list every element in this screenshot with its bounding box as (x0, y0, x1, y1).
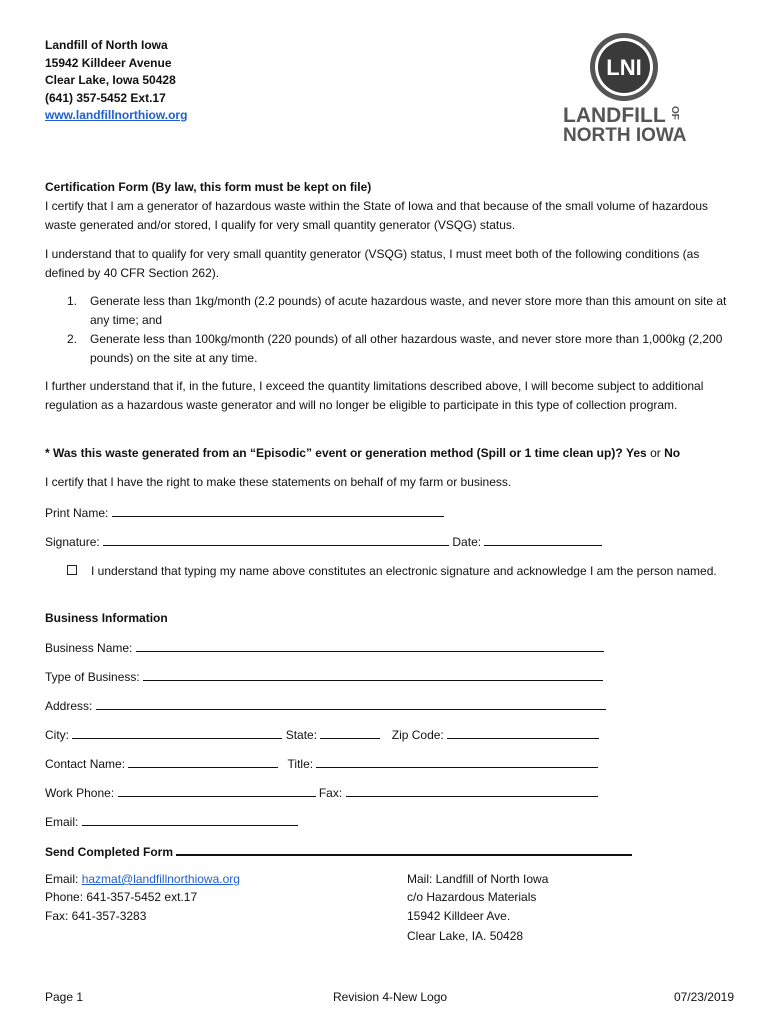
episodic-no-option[interactable]: No (664, 446, 681, 460)
mail-line-2: c/o Hazardous Materials (407, 890, 537, 904)
print-name-label: Print Name: (45, 506, 109, 520)
fax-label: Fax: (318, 786, 343, 800)
footer-date: 07/23/2019 (673, 990, 734, 1004)
website-link[interactable]: www.landfillnorthiow.org (45, 108, 188, 122)
esign-text: I understand that typing my name above constitutes an electronic signature and acknowledge I am the person named. (91, 564, 717, 578)
episodic-yes-option[interactable]: Yes (626, 446, 647, 460)
title-field[interactable] (316, 756, 598, 768)
work-phone-field[interactable] (118, 785, 316, 797)
landfill-logo (560, 32, 690, 146)
phone-fax-row (45, 785, 598, 800)
org-phone: (641) 357-5452 Ext.17 (45, 91, 166, 105)
org-city-state: Clear Lake, Iowa 50428 (45, 73, 176, 87)
send-email-row (45, 872, 240, 886)
work-phone-label: Work Phone: (45, 786, 115, 800)
right-statement: I certify that I have the right to make these statements on behalf of my farm or business. (45, 475, 512, 489)
footer-page-number: Page 1 (45, 990, 84, 1004)
business-type-row (45, 669, 603, 684)
print-name-row (45, 505, 444, 520)
condition-text: Generate less than 1kg/month (2.2 pounds) of acute hazardous waste, and never store more than this amount on site at any time; and (90, 294, 727, 327)
signature-field[interactable] (103, 534, 449, 546)
condition-number: 1. (67, 294, 78, 308)
city-field[interactable] (72, 727, 282, 739)
send-phone: Phone: 641-357-5452 ext.17 (45, 890, 198, 904)
date-label: Date: (452, 535, 482, 549)
city-state-zip-row (45, 727, 599, 742)
send-fax: Fax: 641-357-3283 (45, 909, 147, 923)
contact-title-row (45, 756, 598, 771)
send-form-heading: Send Completed Form (45, 845, 174, 859)
mail-line-4: Clear Lake, IA. 50428 (407, 929, 524, 943)
address-row (45, 698, 606, 713)
business-name-field[interactable] (136, 640, 604, 652)
zip-field[interactable] (447, 727, 599, 739)
further-understanding-text: I further understand that if, in the future, I exceed the quantity limitations described above, I will become subject to additional regulation as a hazardous waste generator and will no longer be eligible to participate in this type of collection program. (45, 379, 704, 412)
title-label: Title: (287, 757, 314, 771)
logo-line1: LANDFILL (563, 104, 666, 127)
state-field[interactable] (320, 727, 380, 739)
fax-field[interactable] (346, 785, 598, 797)
certification-heading: Certification Form (By law, this form must be kept on file) (45, 180, 372, 194)
state-label: State: (285, 728, 318, 742)
episodic-or: or (650, 446, 661, 460)
email-row (45, 814, 298, 829)
email-label: Email: (45, 815, 79, 829)
date-field[interactable] (484, 534, 602, 546)
vsqg-conditions-text: I understand that to qualify for very small quantity generator (VSQG) status, I must meet both of the following conditions (as defined by 40 CFR Section 262). (45, 247, 700, 280)
mail-line-1: Mail: Landfill of North Iowa (407, 872, 549, 886)
print-name-field[interactable] (112, 505, 444, 517)
zip-label: Zip Code: (391, 728, 444, 742)
signature-row (45, 534, 602, 549)
condition-number: 2. (67, 332, 78, 346)
condition-text: Generate less than 100kg/month (220 pounds) of all other hazardous waste, and never store more than 1,000kg (2,200 pounds) on the site at any time. (90, 332, 723, 365)
send-email-link[interactable]: hazmat@landfillnorthiowa.org (81, 872, 240, 886)
business-name-row (45, 640, 604, 655)
esign-checkbox[interactable] (67, 565, 77, 575)
footer-revision: Revision 4-New Logo (333, 990, 448, 1004)
mail-line-3: 15942 Killdeer Ave. (407, 909, 511, 923)
send-form-rule (176, 843, 632, 856)
certification-intro: I certify that I am a generator of hazardous waste within the State of Iowa and that because of the small volume of hazardous waste generated and/or stored, I qualify for very small quantity generator (VSQG) status. (45, 199, 709, 232)
address-label: Address: (45, 699, 93, 713)
business-name-label: Business Name: (45, 641, 133, 655)
episodic-question-row (45, 446, 680, 460)
business-type-field[interactable] (143, 669, 603, 681)
send-email-label: Email: (45, 872, 79, 886)
logo-of-text: OF (669, 106, 680, 120)
email-field[interactable] (82, 814, 298, 826)
business-type-label: Type of Business: (45, 670, 140, 684)
city-label: City: (45, 728, 69, 742)
address-field[interactable] (96, 698, 606, 710)
logo-badge-text: LNI (606, 55, 642, 80)
send-form-heading-row (45, 843, 632, 859)
org-street: 15942 Killdeer Avenue (45, 56, 172, 70)
condition-item-1 (67, 292, 735, 330)
business-info-heading: Business Information (45, 611, 168, 625)
org-name: Landfill of North Iowa (45, 38, 168, 52)
logo-line2: NORTH IOWA (563, 125, 687, 146)
contact-name-field[interactable] (128, 756, 278, 768)
signature-label: Signature: (45, 535, 100, 549)
episodic-question: * Was this waste generated from an “Episodic” event or generation method (Spill or 1 time clean up)? (45, 446, 623, 460)
contact-name-label: Contact Name: (45, 757, 126, 771)
condition-item-2 (67, 330, 735, 368)
